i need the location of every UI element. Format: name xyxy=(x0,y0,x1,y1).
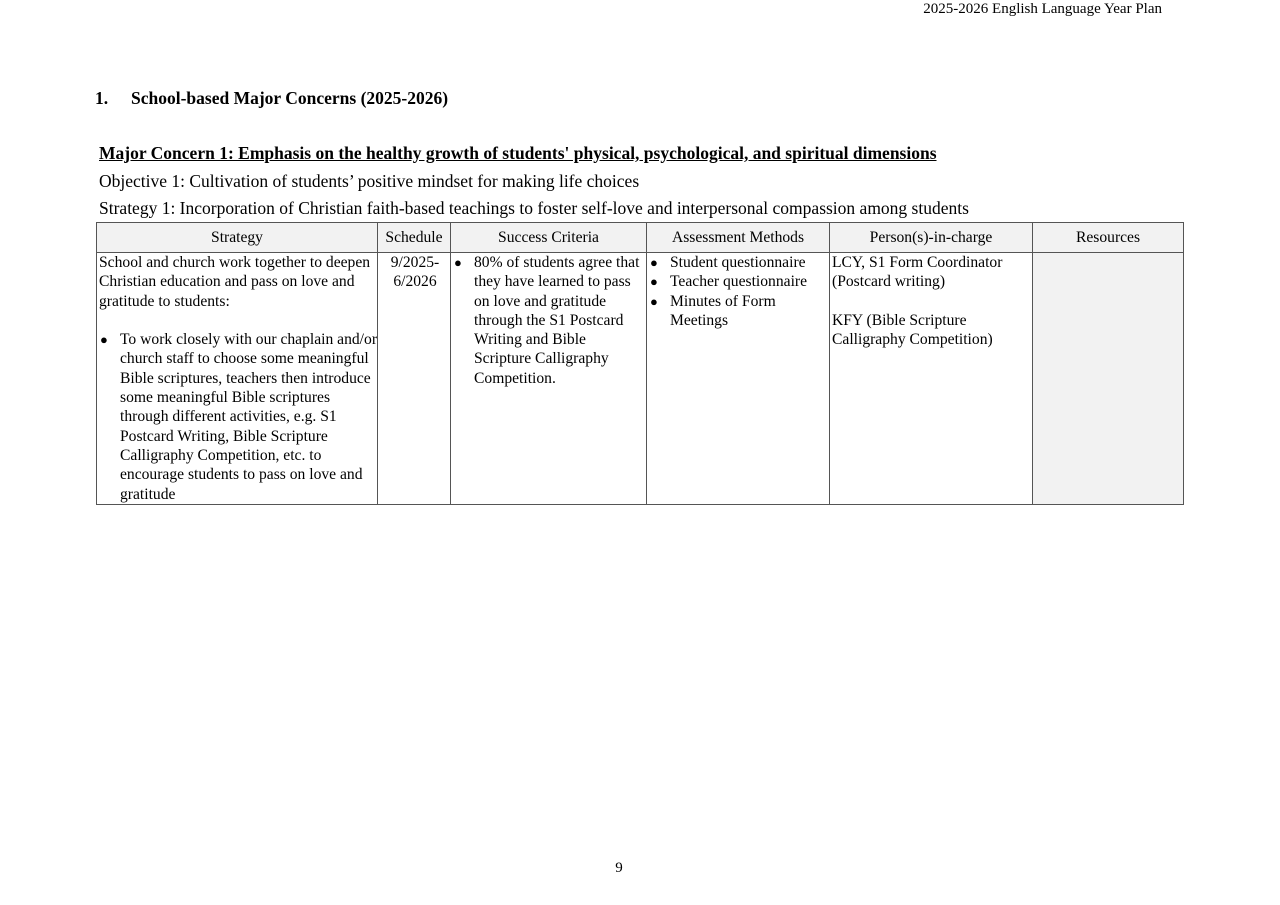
column-header-persons-in-charge: Person(s)-in-charge xyxy=(830,223,1033,253)
bullet-icon: ● xyxy=(100,332,108,348)
list-item xyxy=(453,253,646,388)
column-header-success-criteria: Success Criteria xyxy=(451,223,647,253)
strategy-intro: School and church work together to deepen Christian education and pass on love and gratitude to students: xyxy=(99,254,371,310)
bullet-icon: ● xyxy=(454,255,462,270)
major-concern-title: Major Concern 1: Emphasis on the healthy growth of students' physical, psychological, and spiritual dimensions xyxy=(99,143,937,163)
column-header-resources: Resources xyxy=(1033,223,1184,253)
section-title-text: School-based Major Concerns (2025-2026) xyxy=(131,88,449,108)
resources-cell xyxy=(1033,253,1184,505)
assessment-method-text: Teacher questionnaire xyxy=(670,273,808,291)
schedule-end: 6/2026 xyxy=(393,273,437,291)
strategy-cell xyxy=(97,253,378,505)
bullet-icon: ● xyxy=(650,274,658,290)
assessment-methods-list xyxy=(649,253,829,330)
strategy-line: Strategy 1: Incorporation of Christian faith-based teachings to foster self-love and interpersonal compassion among students xyxy=(99,198,969,218)
strategy-bullet-text: To work closely with our chaplain and/or church staff to choose some meaningful Bible scriptures, teachers then introduce some meaningful Bible scriptures through different activities, e.g. S1 Postcard Writing, Bible Scripture Calligraphy Competition, etc. to encourage students to pass on love and gratitude xyxy=(120,331,378,503)
success-criteria-text: 80% of students agree that they have learned to pass on love and gratitude through the S1 Postcard Writing and Bible Scripture Calligraphy Competition. xyxy=(474,254,640,387)
column-header-strategy: Strategy xyxy=(97,223,378,253)
document-header-title: 2025-2026 English Language Year Plan xyxy=(923,1,1162,17)
section-heading xyxy=(95,88,448,109)
year-plan-table xyxy=(96,222,1184,505)
person-in-charge-entry: LCY, S1 Form Coordinator (Postcard writing) xyxy=(832,254,1003,291)
strategy-bullet-list xyxy=(99,330,377,504)
assessment-methods-cell xyxy=(647,253,830,505)
column-header-assessment-methods: Assessment Methods xyxy=(647,223,830,253)
page-number: 9 xyxy=(615,860,623,876)
section-number: 1. xyxy=(95,88,109,108)
schedule-cell xyxy=(378,253,451,505)
schedule-start: 9/2025- xyxy=(390,254,440,271)
assessment-method-text: Minutes of Form Meetings xyxy=(670,292,776,329)
list-item xyxy=(649,292,829,331)
list-item xyxy=(649,253,829,272)
table-header-row xyxy=(97,223,1184,253)
list-item xyxy=(649,272,829,291)
table-row xyxy=(97,253,1184,505)
column-header-schedule: Schedule xyxy=(378,223,451,253)
person-in-charge-entry: KFY (Bible Scripture Calligraphy Competition) xyxy=(832,311,993,349)
bullet-icon: ● xyxy=(650,255,658,270)
bullet-icon: ● xyxy=(650,293,658,309)
list-item xyxy=(99,330,377,504)
success-criteria-cell xyxy=(451,253,647,505)
assessment-method-text: Student questionnaire xyxy=(670,254,806,271)
success-criteria-list xyxy=(453,253,646,388)
objective-line: Objective 1: Cultivation of students’ positive mindset for making life choices xyxy=(99,171,640,191)
persons-in-charge-cell xyxy=(830,253,1033,505)
